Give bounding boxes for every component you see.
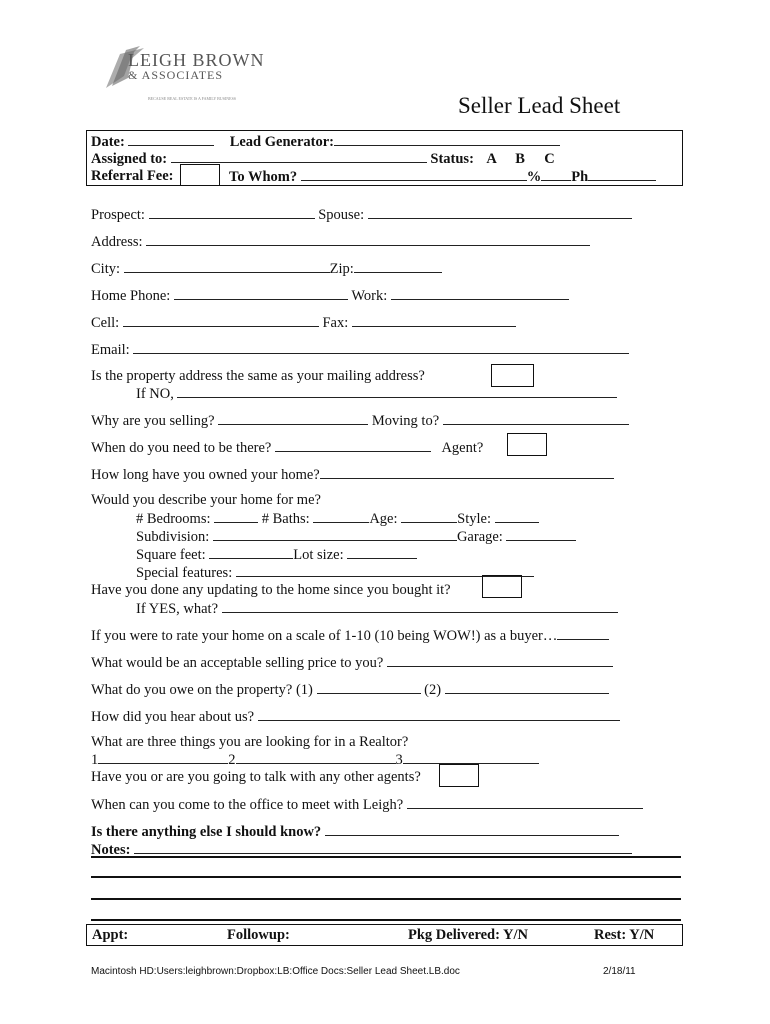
date-field[interactable]: [128, 132, 214, 146]
pkg-delivered-label[interactable]: Pkg Delivered: Y/N: [408, 927, 529, 943]
rest-label[interactable]: Rest: Y/N: [594, 927, 655, 943]
thing-3-field[interactable]: [403, 750, 539, 764]
garage-field[interactable]: [506, 527, 576, 541]
rate-home-field[interactable]: [557, 626, 609, 640]
logo-line2: & ASSOCIATES: [128, 68, 224, 82]
work-label: Work:: [351, 288, 388, 304]
notes-line-1[interactable]: [91, 856, 681, 858]
agent-box[interactable]: [507, 433, 547, 456]
prospect-label: Prospect:: [91, 207, 145, 223]
how-long-field[interactable]: [320, 465, 614, 479]
hear-about-label: How did you hear about us?: [91, 709, 255, 725]
meet-leigh-field[interactable]: [407, 795, 643, 809]
how-long-label: How long have you owned your home?: [91, 467, 320, 483]
city-field[interactable]: [124, 259, 330, 273]
style-label: Style:: [457, 511, 491, 527]
home-phone-label: Home Phone:: [91, 288, 171, 304]
notes-line-4[interactable]: [91, 919, 681, 921]
anything-else-field[interactable]: [325, 822, 619, 836]
assigned-to-field[interactable]: [171, 149, 427, 163]
why-selling-field[interactable]: [218, 411, 368, 425]
anything-else-label: Is there anything else I should know?: [91, 824, 322, 840]
date-label: Date:: [91, 134, 125, 150]
zip-field[interactable]: [354, 259, 442, 273]
page-title: Seller Lead Sheet: [458, 93, 621, 118]
other-agents-box[interactable]: [439, 764, 479, 787]
same-address-question: Is the property address the same as your mailing address?: [91, 368, 425, 384]
thing-3-label: 3: [395, 752, 403, 768]
hear-about-field[interactable]: [258, 707, 620, 721]
lot-size-field[interactable]: [347, 545, 417, 559]
owe-1-field[interactable]: [317, 680, 421, 694]
square-feet-field[interactable]: [209, 545, 293, 559]
square-feet-label: Square feet:: [136, 547, 206, 563]
thing-1-label: 1: [91, 752, 99, 768]
notes-label: Notes:: [91, 842, 131, 858]
baths-field[interactable]: [313, 509, 369, 523]
moving-to-field[interactable]: [443, 411, 629, 425]
address-label: Address:: [91, 234, 143, 250]
fax-label: Fax:: [322, 315, 349, 331]
subdivision-label: Subdivision:: [136, 529, 210, 545]
garage-label: Garage:: [456, 529, 503, 545]
zip-label: Zip:: [329, 261, 354, 277]
thing-2-field[interactable]: [236, 750, 396, 764]
describe-question: Would you describe your home for me?: [91, 492, 321, 508]
rate-home-label: If you were to rate your home on a scale of 1-10 (10 being WOW!) as a buyer…: [91, 628, 558, 644]
bedrooms-label: # Bedrooms:: [136, 511, 211, 527]
bedrooms-field[interactable]: [214, 509, 258, 523]
special-features-label: Special features:: [136, 565, 233, 581]
baths-label: # Baths:: [261, 511, 310, 527]
owe-label: What do you owe on the property?: [91, 682, 293, 698]
logo-tagline: BECAUSE REAL ESTATE IS A FAMILY BUSINESS: [148, 96, 237, 101]
email-field[interactable]: [133, 340, 629, 354]
lead-generator-field[interactable]: [334, 132, 560, 146]
agent-label: Agent?: [441, 440, 484, 456]
spouse-field[interactable]: [368, 205, 632, 219]
logo-line1: LEIGH BROWN: [128, 50, 265, 70]
style-field[interactable]: [495, 509, 539, 523]
notes-line-2[interactable]: [91, 876, 681, 878]
age-field[interactable]: [401, 509, 457, 523]
other-agents-question: Have you or are you going to talk with any other agents?: [91, 769, 421, 785]
lead-generator-label: Lead Generator:: [229, 134, 334, 150]
work-field[interactable]: [391, 286, 569, 300]
notes-field[interactable]: [134, 840, 632, 854]
lot-size-label: Lot size:: [293, 547, 344, 563]
city-label: City:: [91, 261, 121, 277]
thing-1-field[interactable]: [98, 750, 228, 764]
selling-price-field[interactable]: [387, 653, 613, 667]
if-yes-field[interactable]: [222, 599, 618, 613]
if-no-label: If NO,: [136, 386, 174, 402]
percent-label: %: [526, 169, 542, 185]
status-b[interactable]: B: [515, 151, 525, 167]
subdivision-field[interactable]: [213, 527, 457, 541]
percent-field[interactable]: [541, 167, 571, 181]
moving-to-label: Moving to?: [371, 413, 440, 429]
owe-1-label: (1): [295, 682, 313, 698]
age-label: Age:: [369, 511, 398, 527]
notes-line-3[interactable]: [91, 898, 681, 900]
referral-fee-box[interactable]: [180, 164, 220, 186]
selling-price-label: What would be an acceptable selling price to you?: [91, 655, 384, 671]
appt-label[interactable]: Appt:: [92, 927, 129, 943]
why-selling-label: Why are you selling?: [91, 413, 215, 429]
status-a[interactable]: A: [486, 151, 497, 167]
fax-field[interactable]: [352, 313, 516, 327]
three-things-question: What are three things you are looking for in a Realtor?: [91, 734, 409, 750]
home-phone-field[interactable]: [174, 286, 348, 300]
owe-2-label: (2): [424, 682, 442, 698]
if-no-field[interactable]: [177, 384, 617, 398]
file-path: Macintosh HD:Users:leighbrown:Dropbox:LB:Office Docs:Seller Lead Sheet.LB.doc: [91, 966, 460, 977]
cell-field[interactable]: [123, 313, 319, 327]
spouse-label: Spouse:: [318, 207, 365, 223]
if-yes-label: If YES, what?: [136, 601, 219, 617]
prospect-field[interactable]: [149, 205, 315, 219]
referral-fee-label: Referral Fee:: [91, 168, 174, 184]
followup-label[interactable]: Followup:: [227, 927, 290, 943]
ph-label: Ph: [571, 169, 589, 185]
when-there-label: When do you need to be there?: [91, 440, 272, 456]
status-label: Status:: [430, 151, 474, 167]
owe-2-field[interactable]: [445, 680, 609, 694]
meet-leigh-label: When can you come to the office to meet with Leigh?: [91, 797, 404, 813]
footer-date: 2/18/11: [603, 966, 636, 977]
assigned-to-label: Assigned to:: [91, 151, 168, 167]
updating-box[interactable]: [482, 575, 522, 598]
when-there-field[interactable]: [275, 438, 431, 452]
status-c[interactable]: C: [544, 151, 555, 167]
email-label: Email:: [91, 342, 130, 358]
ph-field[interactable]: [588, 167, 656, 181]
thing-2-label: 2: [228, 752, 236, 768]
address-field[interactable]: [146, 232, 590, 246]
to-whom-field[interactable]: [301, 167, 527, 181]
updating-question: Have you done any updating to the home since you bought it?: [91, 582, 451, 598]
to-whom-label: To Whom?: [229, 169, 298, 185]
cell-label: Cell:: [91, 315, 120, 331]
